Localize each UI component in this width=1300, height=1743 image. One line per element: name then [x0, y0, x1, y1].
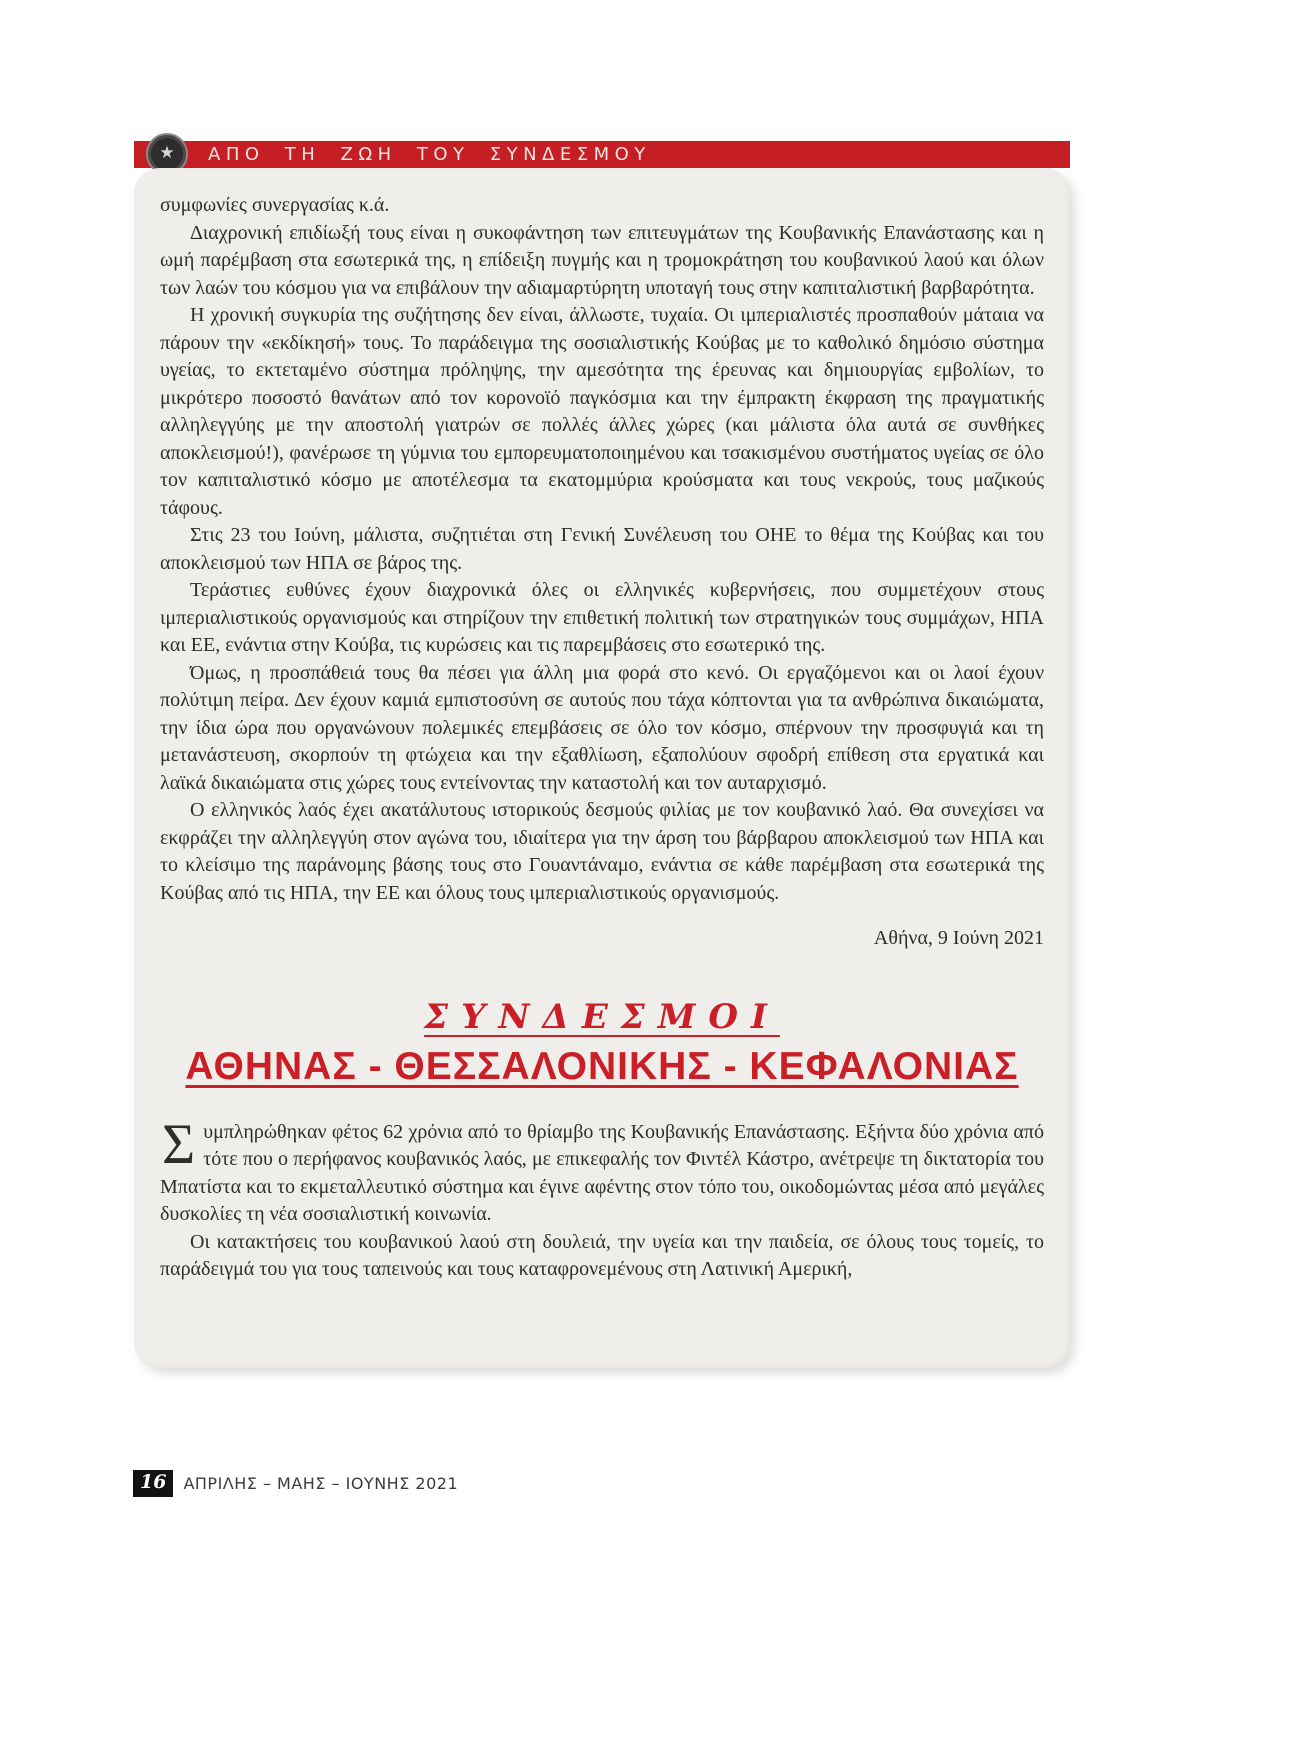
section-header-bar — [134, 141, 1070, 168]
article-panel — [134, 168, 1070, 1368]
issue-label: ΑΠΡΙΛΗΣ – ΜΑΗΣ – ΙΟΥΝΗΣ 2021 — [183, 1474, 459, 1493]
article-paragraph: Τεράστιες ευθύνες έχουν διαχρονικά όλες οι ελληνικές κυβερνήσεις, που συμμετέχουν στους ιμπεριαλιστικούς οργανισμούς και στηρίζουν την επιθετική πολιτική των στρατηγικών τους συμμάχων, ΗΠΑ και ΕΕ, ενάντια στην Κούβα, τις κυρώσεις και τις παρεμβάσεις στο εσωτερικό της. — [160, 579, 1044, 656]
star-icon: ★ — [159, 142, 175, 163]
paragraph-text: υμπληρώθηκαν φέτος 62 χρόνια από το θρίαμβο της Κουβανικής Επανάστασης. Εξήντα δύο χρόνια από τότε που ο περήφανος κουβανικός λαός, με επικεφαλής τον Φιντέλ Κάστρο, ανέτρεψε τη δικτατορία του Μπατίστα και το εκμεταλλευτικό σύστημα και έγινε αφέντης στον τόπο του, οικοδομώντας μέσα από μεγάλες δυσκολίες τη νέα σοσιαλιστική κοινωνία. — [160, 1120, 1044, 1225]
section-header-title: ΑΠΟ ΤΗ ΖΩΗ ΤΟΥ ΣΥΝΔΕΣΜΟΥ — [208, 144, 651, 165]
article-paragraph: Στις 23 του Ιούνη, μάλιστα, συζητιέται στη Γενική Συνέλευση του ΟΗΕ το θέμα της Κούβας και του αποκλεισμού των ΗΠΑ σε βάρος της. — [160, 524, 1044, 574]
article-paragraph: συμφωνίες συνεργασίας κ.ά. — [160, 194, 390, 216]
page-footer — [133, 1470, 458, 1497]
section-title-cities: ΑΘΗΝΑΣ - ΘΕΣΣΑΛΟΝΙΚΗΣ - ΚΕΦΑΛΟΝΙΑΣ — [185, 1044, 1019, 1088]
article-paragraph: Η χρονική συγκυρία της συζήτησης δεν είναι, άλλωστε, τυχαία. Οι ιμπεριαλιστές προσπαθούν μάταια να πάρουν την «εκδίκησή» τους. Το παράδειγμα της σοσιαλιστικής Κούβας με το καθολικό δημόσιο σύστημα υγείας, το εκτεταμένο σύστημα πρόληψης, την αμεσότητα της έρευνας και δημιουργίας εμβολίων, το μικρότερο ποσοστό θανάτων από τον κορονοϊό παγκόσμια και την έμπρακτη έκφραση της πραγματικής αλληλεγγύης με την αποστολή γιατρών σε πολλές άλλες χώρες (και μάλιστα όλα αυτά σε συνθήκες αποκλεισμού!), φανέρωσε τη γύμνια του εμπορευματοποιημένου και τσακισμένου συστήματος υγείας σε όλο τον καπιταλιστικό κόσμο με αποτέλεσμα τα εκατομμύρια κρούσματα και τους νεκρούς, τους μαζικούς τάφους. — [160, 304, 1044, 519]
article-paragraph: Όμως, η προσπάθειά τους θα πέσει για άλλη μια φορά στο κενό. Οι εργαζόμενοι και οι λαοί έχουν πολύτιμη πείρα. Δεν έχουν καμιά εμπιστοσύνη σε αυτούς που τάχα κόπτονται για τα ανθρώπινα δικαιώματα, την ίδια ώρα που οργανώνουν πολεμικές επεμβάσεις σε όλο τον κόσμο, σπέρνουν την προσφυγιά και τη μετανάστευση, σκορπούν τη φτώχεια και την εξαθλίωση, εξαπολύουν σφοδρή επίθεση στα εργατικά και λαϊκά δικαιώματα στις χώρες τους εντείνοντας την καταστολή και τον αυταρχισμό. — [160, 661, 1044, 794]
drop-cap: Σ — [162, 1112, 196, 1176]
article-paragraph: Ο ελληνικός λαός έχει ακατάλυτους ιστορικούς δεσμούς φιλίας με τον κουβανικό λαό. Θα συνεχίσει να εκφράζει την αλληλεγγύη στον αγώνα του, ιδιαίτερα για την άρση του βάρβαρου αποκλεισμού των ΗΠΑ και το κλείσιμο της παράνομης βάσης τους στο Γουαντάναμο, ενάντια σε κάθε παρέμβαση στα εσωτερικά της Κούβας από τις ΗΠΑ, την ΕΕ και όλους τους ιμπεριαλιστικούς οργανισμούς. — [160, 799, 1044, 904]
article-dateline: Αθήνα, 9 Ιούνη 2021 — [873, 927, 1044, 949]
page-number-badge: 16 — [133, 1470, 173, 1497]
article-paragraph: Οι κατακτήσεις του κουβανικού λαού στη δουλειά, την υγεία και την παιδεία, σε όλους τους τομείς, το παράδειγμά του για τους ταπεινούς και τους καταφρονεμένους στη Λατινική Αμερική, — [160, 1230, 1044, 1280]
article-paragraph — [160, 1112, 1044, 1229]
article-paragraph: Διαχρονική επιδίωξή τους είναι η συκοφάντηση των επιτευγμάτων της Κουβανικής Επανάστασης και η ωμή παρέμβαση στα εσωτερικά της, η επίδειξη πυγμής και η τρομοκράτηση του κουβανικού λαού και όλων των λαών του κόσμου για να επιβάλουν την αδιαμαρτύρητη υποταγή τους στην καπιταλιστική βαρβαρότητα. — [160, 221, 1044, 299]
section-title-syndesmoi: ΣΥΝΔΕΣΜΟΙ — [424, 996, 780, 1037]
